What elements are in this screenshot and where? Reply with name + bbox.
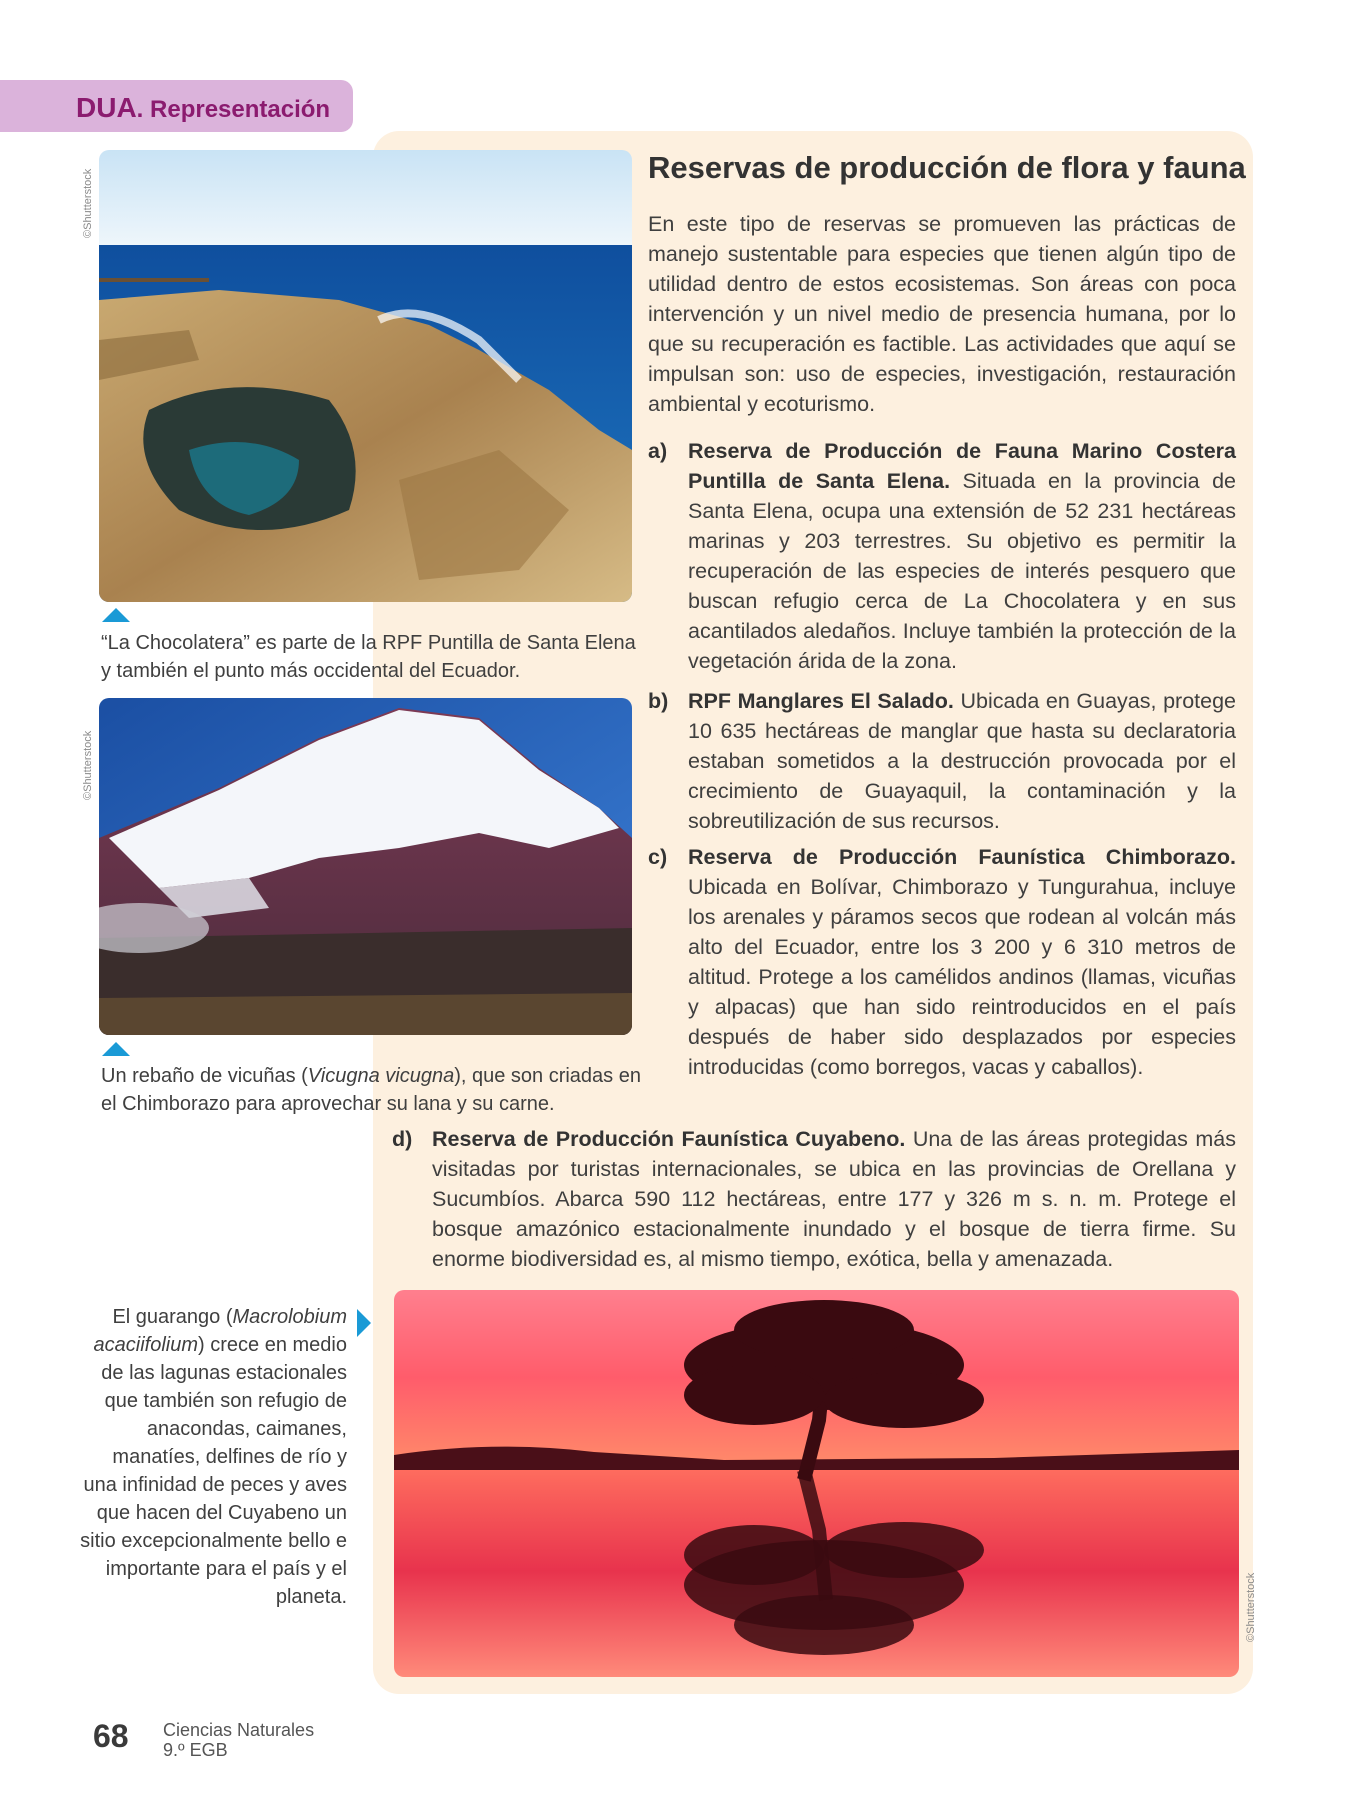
footer-subject: Ciencias Naturales: [163, 1720, 315, 1740]
list-item-a: [648, 436, 1236, 676]
list-item-d: [392, 1124, 1237, 1274]
vicunas-caption-post: ), que son criadas en el Chimborazo para aprovechar su lana y su carne.: [101, 1065, 641, 1115]
list-item-b-title: RPF Manglares El Salado.: [688, 689, 954, 713]
list-item-c-title: Reserva de Producción Faunística Chimborazo.: [688, 845, 1236, 869]
dua-tag-prefix: DUA: [76, 92, 137, 123]
footer-grade: 9.º EGB: [163, 1740, 228, 1760]
chimborazo-image: [99, 698, 632, 1035]
photo-credit-3: ©Shutterstock: [1245, 1572, 1257, 1642]
chimborazo-photo: [99, 698, 632, 1035]
footer-book-info: [163, 1720, 314, 1760]
caption-pointer-2: [102, 1042, 130, 1056]
dua-tag-suffix: . Representación: [136, 96, 331, 123]
dua-tag-label: [76, 92, 330, 124]
list-item-c-text: Ubicada en Bolívar, Chimborazo y Tungurahua, incluye los arenales y páramos secos que rodean al volcán más alto del Ecuador, entre los 3 200 y 6 310 metros de altitud. Protege a los camélidos andinos (llamas, vicuñas y alpacas) que han sido reintroducidos en el país después de haber sido desplazados por especies introducidas (como borregos, vacas y caballos).: [688, 875, 1236, 1079]
chocolatera-image: [99, 150, 632, 602]
dua-tag: [0, 80, 353, 132]
photo-credit-1: ©Shutterstock: [82, 168, 94, 238]
chocolatera-photo: [99, 150, 632, 602]
list-marker-a: a): [648, 439, 668, 463]
list-item-a-title: Reserva de Producción de Fauna Marino Costera Puntilla de Santa Elena.: [688, 439, 1236, 493]
section-title: Reservas de producción de flora y fauna: [648, 150, 1246, 185]
cuyabeno-photo: [394, 1290, 1239, 1677]
list-item-d-text: Una de las áreas protegidas más visitadas por turistas internacionales, se ubica en las provincias de Orellana y Sucumbíos. Abarca 590 112 hectáreas, entre 177 y 326 m s. n. m. Protege el bosque amazónico estacionalmente inundado y el bosque de tierra firme. Su enorme biodiversidad es, al mismo tiempo, exótica, bella y amenazada.: [432, 1127, 1237, 1271]
guarango-caption: [80, 1303, 347, 1611]
guarango-caption-post: ) crece en medio de las lagunas estacionales que también son refugio de anacondas, caimanes, manatíes, delfines de río y una infinidad de peces y aves que hacen del Cuyabeno un sitio excepcionalmente bello e importante para el país y el planeta.: [80, 1334, 347, 1608]
caption-pointer-3: [357, 1309, 371, 1337]
guarango-scientific-name: Macrolobium acaciifolium: [93, 1306, 347, 1356]
photo-credit-2: ©Shutterstock: [82, 730, 94, 800]
caption-pointer-1: [102, 608, 130, 622]
vicunas-caption: [101, 1062, 641, 1118]
list-item-b-text: Ubicada en Guayas, protege 10 635 hectáreas de manglar que hasta su declaratoria estaban sometidos a la destrucción provocada por el crecimiento de Guayaquil, la contaminación y la sobreutilización de sus recursos.: [688, 689, 1236, 833]
guarango-caption-pre: El guarango (: [112, 1306, 233, 1328]
list-item-c: [648, 842, 1236, 1082]
page-number: 68: [93, 1718, 129, 1754]
list-marker-d: d): [392, 1127, 413, 1151]
list-marker-b: b): [648, 689, 669, 713]
list-item-b: [648, 686, 1236, 836]
chocolatera-caption: “La Chocolatera” es parte de la RPF Puntilla de Santa Elena y también el punto más occidental del Ecuador.: [101, 632, 636, 682]
list-item-a-text: Situada en la provincia de Santa Elena, ocupa una extensión de 52 231 hectáreas marinas y 203 terrestres. Su objetivo es permitir la recuperación de las especies de interés pesquero que buscan refugio cerca de La Chocolatera y en sus acantilados aledaños. Incluye también la protección de la vegetación árida de la zona.: [688, 469, 1236, 673]
list-item-d-title: Reserva de Producción Faunística Cuyabeno.: [432, 1127, 906, 1151]
section-intro: En este tipo de reservas se promueven las prácticas de manejo sustentable para especies que tienen algún tipo de utilidad dentro de estos ecosistemas. Son áreas con poca intervención y un nivel medio de presencia humana, por lo que su recuperación es factible. Las actividades que aquí se impulsan son: uso de especies, investigación, restauración ambiental y ecoturismo.: [648, 212, 1236, 416]
vicunas-caption-pre: Un rebaño de vicuñas (: [101, 1065, 308, 1087]
vicunas-scientific-name: Vicugna vicugna: [307, 1065, 455, 1087]
cuyabeno-image: [394, 1290, 1239, 1677]
list-marker-c: c): [648, 845, 668, 869]
